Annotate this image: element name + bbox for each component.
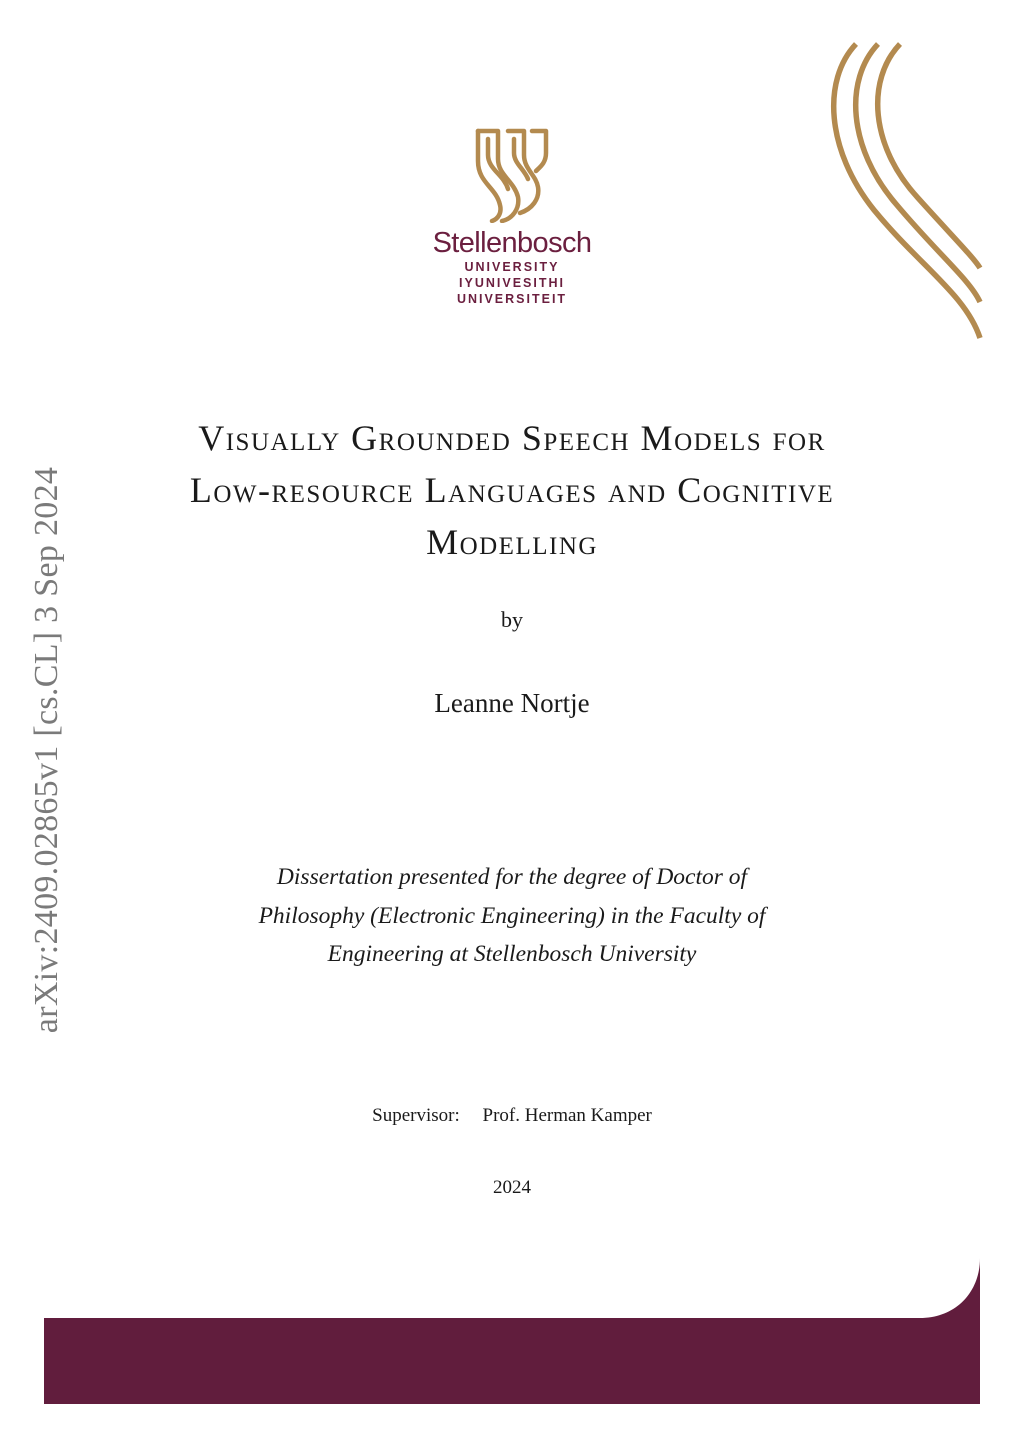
by-label: by bbox=[501, 607, 523, 632]
author-name: Leanne Nortje bbox=[434, 688, 590, 718]
corner-swoosh-decoration bbox=[820, 40, 984, 350]
logo-line-afrikaans: UNIVERSITEIT bbox=[456, 292, 568, 306]
logo-line-xhosa: IYUNIVESITHI bbox=[459, 276, 565, 290]
university-logo bbox=[400, 125, 624, 307]
title-line-1: Visually Grounded Speech Models for bbox=[198, 418, 826, 458]
logo-line-english: UNIVERSITY bbox=[464, 260, 560, 274]
university-crest-icon bbox=[474, 125, 550, 223]
dissertation-line-1: Dissertation presented for the degree of Doctor of bbox=[276, 864, 748, 890]
title-line-3: Modelling bbox=[426, 522, 598, 562]
supervisor-label: Supervisor: bbox=[372, 1105, 460, 1126]
title-line-2: Low-resource Languages and Cognitive bbox=[189, 470, 835, 510]
dissertation-title bbox=[110, 412, 914, 568]
supervisor-line bbox=[0, 1105, 1024, 1127]
arxiv-stamp: arXiv:2409.02865v1 [cs.CL] 3 Sep 2024 bbox=[28, 466, 65, 1034]
dissertation-statement bbox=[150, 858, 874, 974]
dissertation-line-3: Engineering at Stellenbosch University bbox=[327, 941, 697, 967]
bottom-maroon-band bbox=[0, 1250, 1024, 1448]
university-wordmark: Stellenbosch bbox=[432, 227, 592, 259]
submission-year: 2024 bbox=[493, 1177, 531, 1198]
dissertation-line-2: Philosophy (Electronic Engineering) in the Faculty of bbox=[258, 902, 766, 929]
supervisor-name: Prof. Herman Kamper bbox=[482, 1105, 652, 1126]
